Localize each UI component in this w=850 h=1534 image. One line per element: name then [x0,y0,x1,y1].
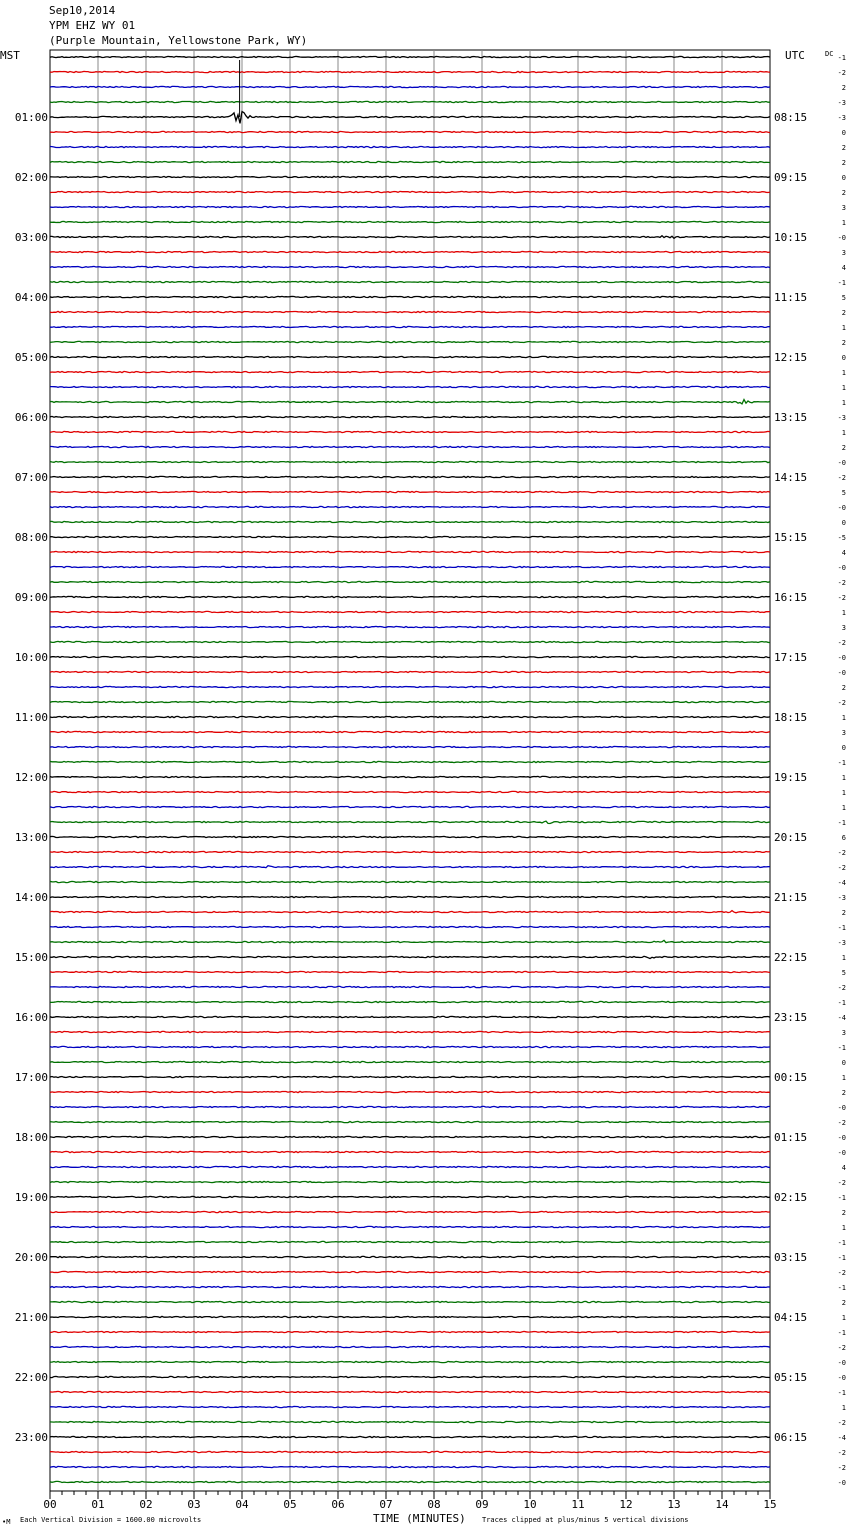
dc-offset-label: -0 [837,234,846,242]
dc-offset-label: 1 [841,324,846,332]
hour-label-mst: 06:00 [14,411,48,424]
x-tick-label: 03 [187,1498,201,1511]
seismic-trace [50,221,770,222]
dc-offset-label: -2 [837,1464,846,1472]
seismic-trace [50,1106,770,1107]
seismic-trace [50,1046,770,1047]
dc-offset-label: -2 [837,1344,846,1352]
hour-label-mst: 05:00 [14,351,48,364]
dc-offset-label: -2 [837,639,846,647]
dc-offset-label: 1 [841,789,846,797]
seismic-trace [50,851,770,852]
seismic-trace [50,326,770,327]
seismic-trace [50,701,770,702]
dc-offset-label: -1 [837,924,846,932]
seismic-trace [50,371,770,372]
seismic-trace [50,1466,770,1467]
dc-offset-label: -2 [837,984,846,992]
seismic-trace [50,536,770,537]
dc-offset-label: -0 [837,1359,846,1367]
dc-offset-label: -1 [837,819,846,827]
seismic-trace [50,1391,770,1392]
hour-label-mst: 13:00 [14,831,48,844]
seismic-trace [50,881,770,882]
hour-label-utc: 13:15 [774,411,808,424]
hour-label-utc: 18:15 [774,711,808,724]
seismic-trace [50,491,770,492]
seismic-trace [50,1436,770,1437]
seismic-trace [50,356,770,357]
hour-label-utc: 10:15 [774,231,808,244]
seismic-trace [50,506,770,507]
dc-offset-label: 5 [841,294,846,302]
hour-label-mst: 23:00 [14,1431,48,1444]
hour-label-mst: 21:00 [14,1311,48,1324]
seismic-trace [50,986,770,987]
dc-offset-label: -2 [837,849,846,857]
dc-offset-label: 2 [841,84,846,92]
hour-label-utc: 20:15 [774,831,808,844]
x-tick-label: 02 [139,1498,153,1511]
corner-mark: •M [2,1518,11,1526]
dc-offset-label: -2 [837,1119,846,1127]
dc-offset-label: -2 [837,699,846,707]
seismic-trace [50,1076,770,1077]
x-tick-label: 15 [763,1498,777,1511]
dc-offset-label: -5 [837,534,846,542]
x-axis-label: TIME (MINUTES) [373,1512,466,1525]
left-timezone-label: MST [0,49,20,62]
dc-offset-label: -1 [837,279,846,287]
hour-label-utc: 01:15 [774,1131,808,1144]
dc-offset-label: 1 [841,1314,846,1322]
seismic-trace [50,1091,770,1092]
seismic-trace [50,656,770,657]
hour-label-mst: 18:00 [14,1131,48,1144]
dc-offset-label: 1 [841,804,846,812]
dc-offset-label: 2 [841,309,846,317]
dc-offset-label: -0 [837,654,846,662]
hour-label-mst: 14:00 [14,891,48,904]
dc-offset-label: -2 [837,864,846,872]
dc-offset-label: 0 [841,129,846,137]
x-tick-label: 00 [43,1498,57,1511]
dc-offset-label: 2 [841,339,846,347]
hour-label-mst: 03:00 [14,231,48,244]
seismic-trace [50,1361,770,1362]
hour-label-mst: 04:00 [14,291,48,304]
seismic-trace [50,251,770,252]
dc-offset-label: -3 [837,114,846,122]
seismic-trace [50,146,770,147]
seismic-trace [50,236,770,239]
seismic-trace [50,71,770,72]
seismic-trace [50,1301,770,1302]
dc-offset-label: -2 [837,1419,846,1427]
dc-offset-label: 1 [841,1074,846,1082]
seismic-trace [50,1211,770,1212]
hour-label-utc: 09:15 [774,171,808,184]
dc-offset-label: -1 [837,1284,846,1292]
hour-label-utc: 14:15 [774,471,808,484]
hour-label-mst: 07:00 [14,471,48,484]
dc-offset-label: -2 [837,1179,846,1187]
seismic-trace [50,1256,770,1257]
dc-offset-label: -1 [837,1044,846,1052]
seismic-trace [50,896,770,897]
dc-offset-label: -0 [837,669,846,677]
dc-offset-label: 1 [841,384,846,392]
seismic-trace [50,1451,770,1452]
seismic-trace [50,971,770,972]
dc-offset-label: 4 [841,264,846,272]
seismic-trace [50,1121,770,1122]
seismic-trace [50,1031,770,1032]
dc-offset-label: 0 [841,354,846,362]
dc-offset-label: 0 [841,174,846,182]
dc-offset-label: -3 [837,894,846,902]
seismic-trace [50,416,770,417]
seismic-trace [50,1151,770,1152]
dc-offset-label: 1 [841,369,846,377]
seismic-trace [50,626,770,627]
seismic-trace [50,791,770,792]
seismic-trace [50,926,770,927]
hour-label-utc: 22:15 [774,951,808,964]
dc-offset-label: 3 [841,1029,846,1037]
dc-offset-label: -1 [837,999,846,1007]
hour-label-mst: 20:00 [14,1251,48,1264]
dc-offset-label: 1 [841,1224,846,1232]
seismic-trace [50,686,770,687]
dc-offset-label: 2 [841,684,846,692]
dc-offset-label: 2 [841,144,846,152]
dc-offset-label: -4 [837,1014,846,1022]
seismic-trace [50,1136,770,1137]
hour-label-utc: 05:15 [774,1371,808,1384]
dc-offset-label: 5 [841,969,846,977]
header-location: (Purple Mountain, Yellowstone Park, WY) [49,34,308,47]
dc-offset-label: -0 [837,504,846,512]
seismic-trace [50,866,770,868]
hour-label-utc: 11:15 [774,291,808,304]
dc-offset-label: 3 [841,204,846,212]
dc-offset-label: 2 [841,159,846,167]
seismic-trace [50,161,770,162]
dc-offset-label: -1 [837,1389,846,1397]
seismic-trace [50,940,770,943]
dc-offset-label: 5 [841,489,846,497]
x-tick-label: 11 [571,1498,585,1511]
seismic-trace [50,1421,770,1422]
dc-offset-label: -0 [837,1374,846,1382]
seismic-trace [50,1331,770,1332]
seismic-trace [50,476,770,477]
seismic-trace [50,296,770,297]
seismic-trace [50,1376,770,1377]
x-tick-label: 04 [235,1498,249,1511]
dc-offset-label: 2 [841,1299,846,1307]
x-tick-label: 09 [475,1498,489,1511]
x-tick-label: 05 [283,1498,297,1511]
dc-offset-label: 2 [841,1089,846,1097]
seismic-trace [50,341,770,342]
seismic-trace [50,521,770,522]
hour-label-mst: 22:00 [14,1371,48,1384]
x-tick-label: 13 [667,1498,681,1511]
seismic-trace [50,1166,770,1167]
hour-label-utc: 08:15 [774,111,808,124]
x-tick-label: 12 [619,1498,633,1511]
dc-offset-label: -1 [837,1194,846,1202]
hour-label-mst: 19:00 [14,1191,48,1204]
right-timezone-label: UTC [785,49,805,62]
seismic-trace [50,386,770,387]
dc-offset-label: 3 [841,729,846,737]
dc-offset-label: 1 [841,1404,846,1412]
dc-offset-label: -1 [837,1254,846,1262]
dc-offset-label: 4 [841,549,846,557]
dc-offset-label: -2 [837,69,846,77]
seismic-trace [50,716,770,717]
x-tick-label: 10 [523,1498,537,1511]
seismic-trace [50,1016,770,1017]
scale-note: Each Vertical Division = 1600.00 microvolts [20,1516,202,1524]
seismic-trace [50,281,770,282]
hour-label-mst: 09:00 [14,591,48,604]
seismic-trace [50,641,770,642]
hour-label-utc: 06:15 [774,1431,808,1444]
seismic-trace [50,1001,770,1002]
seismic-trace [50,1286,770,1287]
dc-offset-label: -1 [837,1239,846,1247]
seismic-trace [50,56,770,57]
hour-label-mst: 17:00 [14,1071,48,1084]
seismic-trace [50,1271,770,1272]
dc-offset-label: 0 [841,744,846,752]
dc-offset-label: 1 [841,774,846,782]
hour-label-mst: 10:00 [14,651,48,664]
dc-offset-label: -2 [837,1449,846,1457]
dc-offset-label: 1 [841,399,846,407]
dc-offset-label: 0 [841,519,846,527]
dc-offset-label: -3 [837,939,846,947]
dc-offset-label: 2 [841,189,846,197]
seismic-trace [50,400,770,404]
dc-offset-label: 2 [841,444,846,452]
seismic-trace [50,1181,770,1182]
seismic-trace [50,1346,770,1347]
dc-offset-label: 2 [841,909,846,917]
dc-offset-label: -0 [837,459,846,467]
seismic-trace [50,131,770,132]
hour-label-mst: 16:00 [14,1011,48,1024]
hour-label-utc: 16:15 [774,591,808,604]
hour-label-mst: 01:00 [14,111,48,124]
seismic-trace [50,206,770,207]
seismic-trace [50,1406,770,1407]
dc-offset-label: -1 [837,54,846,62]
seismic-trace [50,671,770,672]
seismic-trace [50,821,770,823]
dc-offset-label: -1 [837,759,846,767]
seismic-trace [50,596,770,597]
header-date: Sep10,2014 [49,4,116,17]
x-tick-label: 01 [91,1498,105,1511]
seismic-trace [50,1226,770,1227]
hour-label-mst: 15:00 [14,951,48,964]
hour-label-utc: 03:15 [774,1251,808,1264]
dc-offset-label: -2 [837,474,846,482]
seismic-trace [50,461,770,462]
seismic-trace [50,86,770,87]
seismic-trace [50,101,770,102]
x-tick-label: 14 [715,1498,729,1511]
header-station: YPM EHZ WY 01 [49,19,136,32]
seismic-trace [50,551,770,552]
dc-offset-label: -2 [837,579,846,587]
dc-offset-label: 1 [841,609,846,617]
dc-label: DC [825,50,834,58]
dc-offset-label: 6 [841,834,846,842]
seismic-trace [50,806,770,807]
hour-label-utc: 19:15 [774,771,808,784]
seismic-trace [50,191,770,192]
seismic-trace [50,911,770,913]
dc-offset-label: -4 [837,1434,846,1442]
hour-label-mst: 02:00 [14,171,48,184]
seismic-trace [50,581,770,582]
seismic-trace [50,836,770,837]
dc-offset-label: 2 [841,1209,846,1217]
seismic-trace [50,1316,770,1317]
hour-label-utc: 02:15 [774,1191,808,1204]
seismic-trace [50,431,770,432]
seismic-trace [50,761,770,762]
hour-label-utc: 21:15 [774,891,808,904]
seismic-trace [50,611,770,612]
hour-label-utc: 12:15 [774,351,808,364]
dc-offset-label: -0 [837,1149,846,1157]
hour-label-mst: 12:00 [14,771,48,784]
x-tick-label: 08 [427,1498,441,1511]
dc-offset-label: 1 [841,219,846,227]
dc-offset-label: -3 [837,414,846,422]
dc-offset-label: 3 [841,249,846,257]
hour-label-utc: 17:15 [774,651,808,664]
seismic-trace [50,746,770,747]
dc-offset-label: -1 [837,1329,846,1337]
seismic-trace [50,566,770,567]
hour-label-utc: 23:15 [774,1011,808,1024]
seismic-trace [50,112,770,124]
clip-note: Traces clipped at plus/minus 5 vertical divisions [482,1516,689,1524]
dc-offset-label: -0 [837,1479,846,1487]
dc-offset-label: 0 [841,1059,846,1067]
seismic-trace [50,776,770,777]
seismic-trace [50,446,770,447]
seismic-trace [50,1241,770,1242]
seismic-trace [50,1196,770,1197]
dc-offset-label: 1 [841,429,846,437]
dc-offset-label: 1 [841,714,846,722]
seismic-trace [50,266,770,267]
x-tick-label: 06 [331,1498,345,1511]
dc-offset-label: -2 [837,1269,846,1277]
hour-label-utc: 00:15 [774,1071,808,1084]
x-tick-label: 07 [379,1498,393,1511]
seismic-trace [50,731,770,732]
dc-offset-label: 3 [841,624,846,632]
hour-label-utc: 04:15 [774,1311,808,1324]
hour-label-utc: 15:15 [774,531,808,544]
dc-offset-label: -0 [837,564,846,572]
seismic-trace [50,1481,770,1482]
seismic-trace [50,956,770,958]
dc-offset-label: -3 [837,99,846,107]
hour-label-mst: 11:00 [14,711,48,724]
dc-offset-label: -2 [837,594,846,602]
dc-offset-label: 4 [841,1164,846,1172]
seismic-trace [50,176,770,177]
dc-offset-label: -0 [837,1104,846,1112]
hour-label-mst: 08:00 [14,531,48,544]
dc-offset-label: -4 [837,879,846,887]
dc-offset-label: -0 [837,1134,846,1142]
dc-offset-label: 1 [841,954,846,962]
seismic-trace [50,311,770,312]
seismic-trace [50,1061,770,1062]
